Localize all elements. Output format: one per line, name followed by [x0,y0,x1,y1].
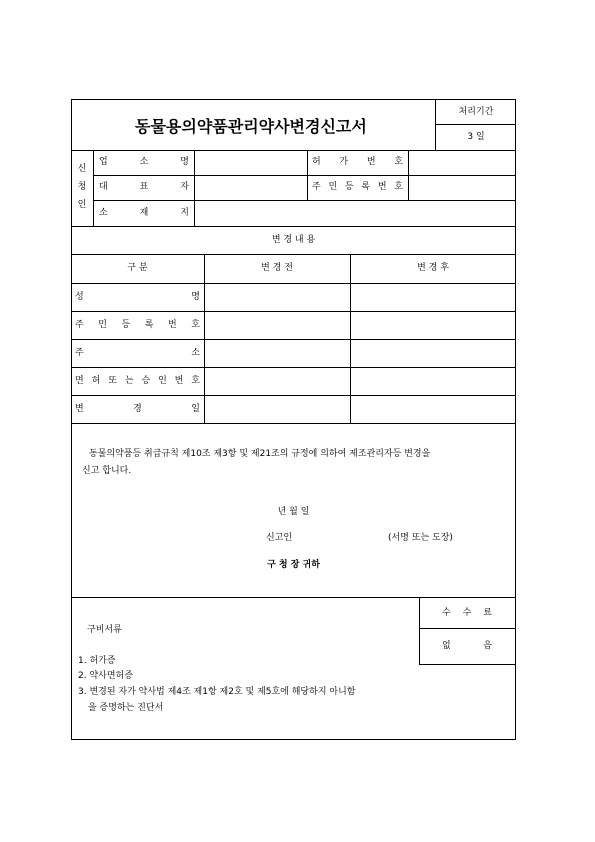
business-name-label: 업 소 명 [99,157,189,167]
resident-number-label: 주 민 등 록 번 호 [312,182,403,192]
row-address-label: 주 소 [75,348,200,358]
divider [71,367,516,368]
representative-label: 대 표 자 [99,182,189,192]
signature-label: (서명 또는 도장) [388,533,453,543]
declaration-line-2: 신고 합니다. [82,466,132,476]
divider [419,628,516,629]
divider [71,395,516,396]
attachments-title: 구비서류 [87,625,122,635]
declaration-line-1: 동물의약품등 취급규칙 제10조 제3항 및 제21조의 규정에 의하여 제조관리자등 변경을 [89,449,431,459]
divider [71,283,516,284]
divider [71,150,516,151]
change-section-title: 변 경 내 용 [271,235,316,245]
row-resident-number-label: 주 민 등 록 번 호 [75,320,200,330]
attachment-item: 1. 허가증 [78,656,116,666]
divider [93,175,516,176]
addressee: 구 청 장 귀하 [267,560,320,570]
fee-value: 없 음 [442,641,492,651]
col-before: 변 경 전 [261,263,293,273]
form-title: 동물용의약품관리약사변경신고서 [135,117,367,136]
divider [419,597,420,664]
divider [93,200,516,201]
row-name-label: 성 명 [75,292,200,302]
license-number-label: 허 가 번 호 [312,157,403,167]
attachment-item: 을 증명하는 진단서 [88,703,164,713]
divider [71,226,516,227]
divider [71,597,516,598]
reporter-label: 신고인 [266,533,293,543]
applicant-label-char: 청 [77,182,87,192]
divider [71,254,516,255]
divider [419,664,516,665]
divider [93,150,94,226]
row-change-date-label: 변 경 일 [75,404,200,414]
processing-period-value: 3 일 [467,132,485,142]
divider [71,311,516,312]
address-label: 소 재 지 [99,208,189,218]
attachment-item: 3. 변경된 자가 약사법 제4조 제1항 제2호 및 제5호에 해당하지 아니함 [78,687,356,697]
fee-label: 수 수 료 [442,608,492,618]
divider [71,339,516,340]
row-license-label: 면 허 또 는 승 인 번 호 [75,376,200,386]
divider [71,423,516,424]
declaration-date: 년 월 일 [277,507,310,517]
col-after: 변 경 후 [417,263,449,273]
applicant-label-char: 신 [77,164,87,174]
divider [435,124,516,125]
processing-period-label: 처리기간 [458,107,494,117]
attachment-item: 2. 약사면허증 [78,671,133,681]
divider [194,150,195,226]
col-category: 구 분 [127,263,148,273]
applicant-label-char: 인 [77,200,87,210]
